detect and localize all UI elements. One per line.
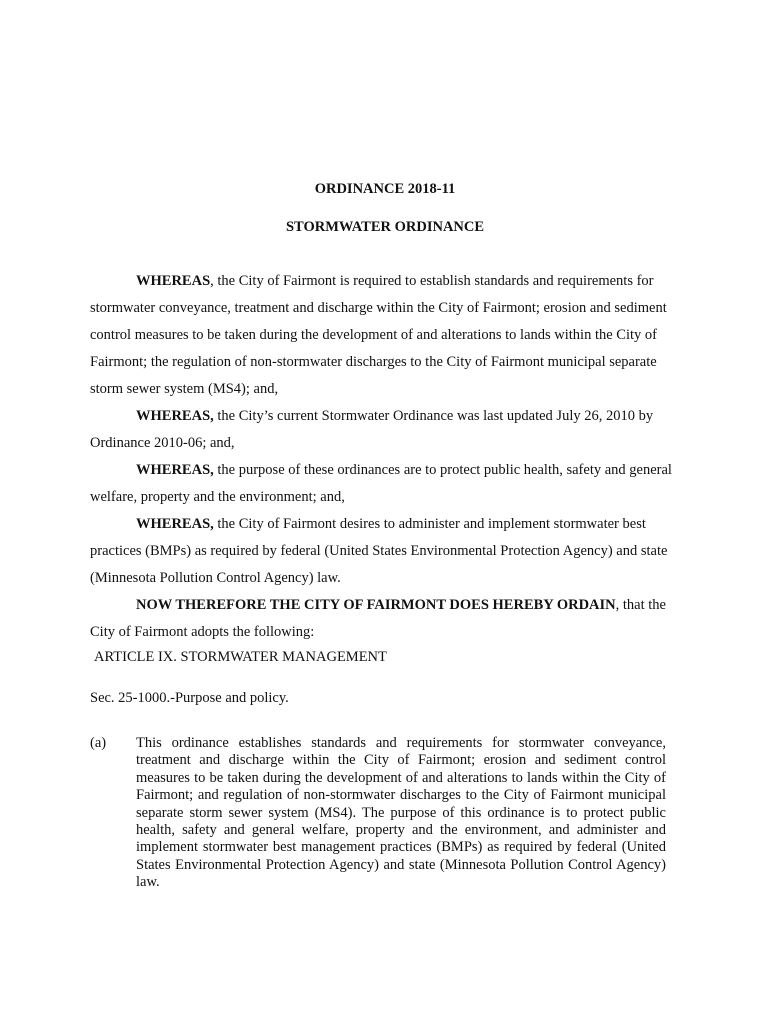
recital-lead: WHEREAS, [136,408,214,424]
recital-text: , the City of Fairmont is required to establish standards and requirements for stormwater conveyance, treatment and discharge within the City of Fairmont; erosion and sediment control measures to be taken during the development of and alterations to lands within the City of Fairmont; the regulation of non-stormwater discharges to the City of Fairmont municipal separate storm sewer system (MS4); and, [90,273,667,397]
recitals [90,268,690,646]
recital-lead: WHEREAS, [136,462,214,478]
recital-text: the City’s current Stormwater Ordinance was last updated July 26, 2010 by Ordinance 2010-06; and, [90,408,654,451]
subsection-text: This ordinance establishes standards and requirements for stormwater conveyance, treatment and discharge within the City of Fairmont; erosion and sediment control measures to be taken during the development of and alterations to lands within the City of Fairmont; and regulation of non-stormwater discharges to the City of Fairmont municipal separate storm sewer system (MS4). The purpose of this ordinance is to protect public health, safety and general welfare, property and the environment, and administer and implement stormwater best management practices (BMPs) as required by federal (United States Environmental Protection Agency) and state (Minnesota Pollution Control Agency) law. [136,735,666,891]
recital-lead: WHEREAS [136,273,211,289]
ordinance-number: ORDINANCE 2018-11 [314,181,456,197]
ordain-text: , that the City of Fairmont adopts the following: [90,597,666,640]
subsection-label: (a) [90,735,107,751]
recital-text: the purpose of these ordinances are to protect public health, safety and general welfare, property and the environment; and, [90,462,672,505]
section-heading: Sec. 25-1000.-Purpose and policy. [90,690,289,706]
recital-paragraph [90,403,690,457]
recital-paragraph [90,511,690,592]
recital-paragraph [90,457,690,511]
ordain-lead: NOW THEREFORE THE CITY OF FAIRMONT DOES HEREBY ORDAIN [136,597,616,613]
ordinance-title: STORMWATER ORDINANCE [285,219,485,235]
recital-lead: WHEREAS, [136,516,214,532]
ordain-paragraph [90,592,690,646]
recital-text: the City of Fairmont desires to administer and implement stormwater best practices (BMPs) as required by federal (United States Environmental Protection Agency) and state (Minnesota Pollution Control Agency) law. [90,516,668,586]
recital-paragraph [90,268,690,403]
article-heading: ARTICLE IX. STORMWATER MANAGEMENT [94,649,387,665]
